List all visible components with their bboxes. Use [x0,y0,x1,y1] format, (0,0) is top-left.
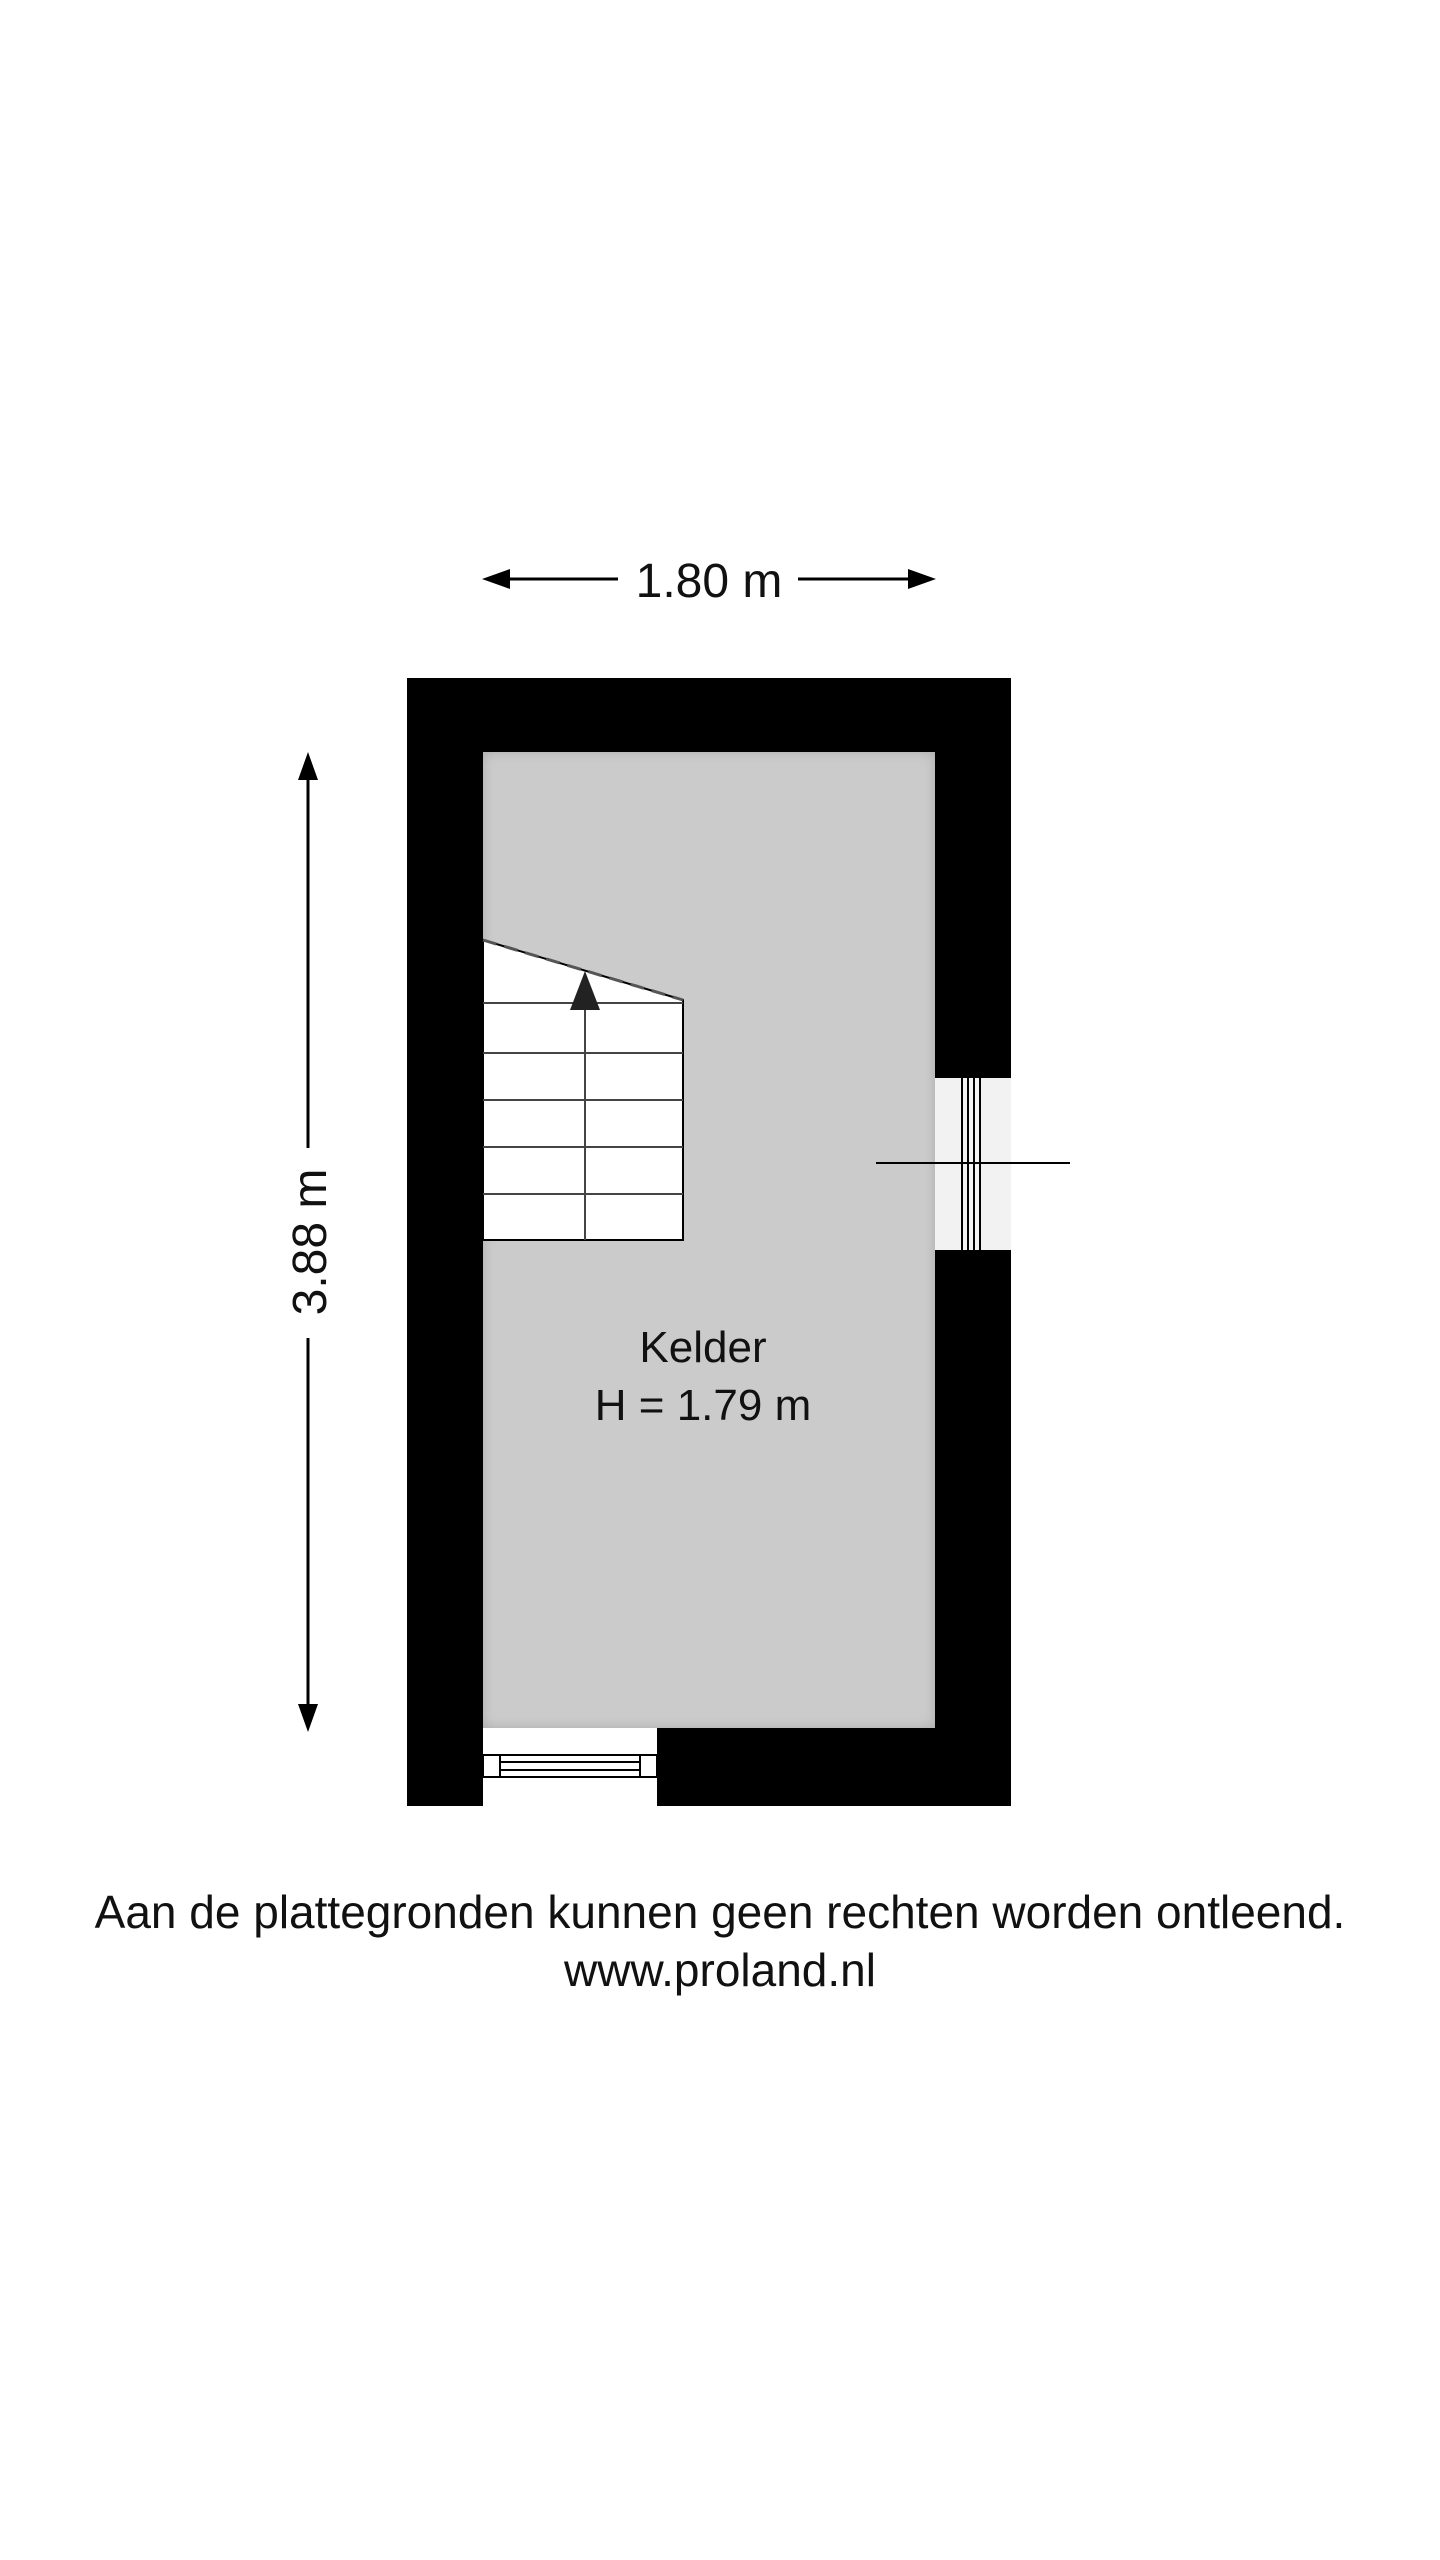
bottom-opening [483,1728,657,1806]
room-name: Kelder [639,1323,767,1372]
width-dimension-label: 1.80 m [635,555,783,608]
height-dimension-label: 3.88 m [284,1168,337,1316]
room-height: H = 1.79 m [594,1381,812,1430]
website-link[interactable]: www.proland.nl [564,1944,876,1996]
height-dimension [284,752,337,1732]
width-dimension [482,555,936,608]
disclaimer-text: Aan de plattegronden kunnen geen rechten worden ontleend. [94,1886,1346,1938]
